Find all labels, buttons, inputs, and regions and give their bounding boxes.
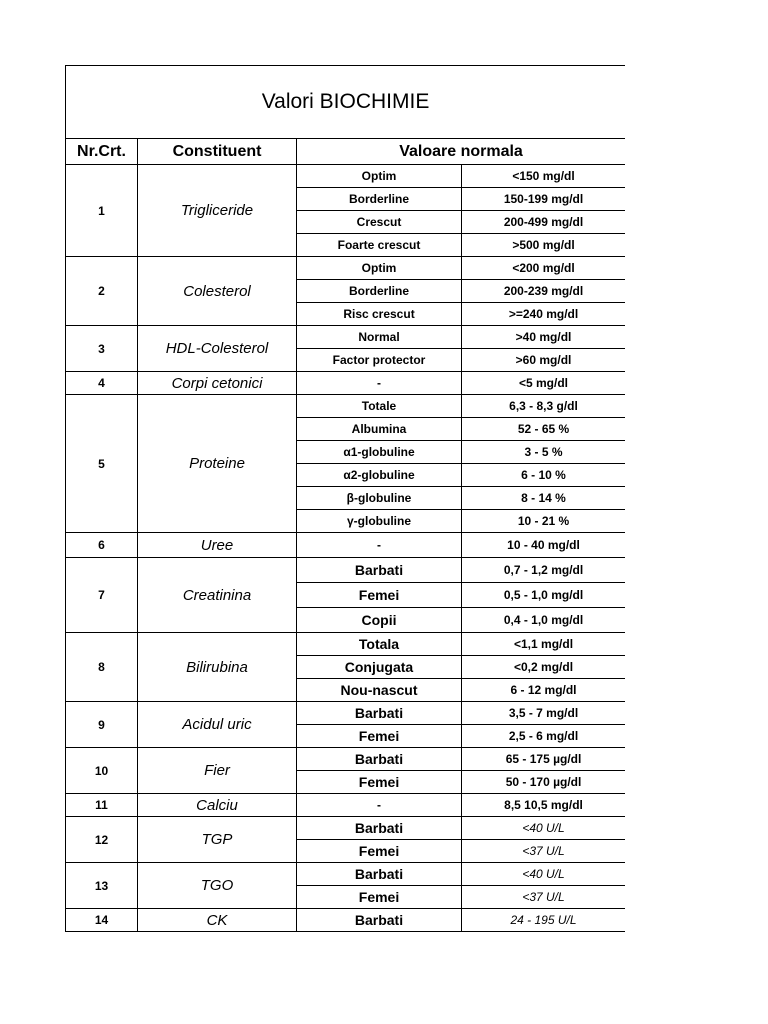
value-cell: <200 mg/dl — [462, 257, 626, 280]
value-cell: 3 - 5 % — [462, 441, 626, 464]
table-title: Valori BIOCHIMIE — [66, 66, 626, 139]
row-number: 12 — [66, 817, 138, 863]
constituent-name: Uree — [138, 533, 297, 558]
category-cell: Borderline — [297, 280, 462, 303]
category-cell: Optim — [297, 165, 462, 188]
table-row — [66, 395, 626, 418]
constituent-name: Corpi cetonici — [138, 372, 297, 395]
category-cell: - — [297, 794, 462, 817]
row-number: 7 — [66, 558, 138, 633]
value-cell: 10 - 21 % — [462, 510, 626, 533]
category-cell: Conjugata — [297, 656, 462, 679]
value-cell: 50 - 170 µg/dl — [462, 771, 626, 794]
value-cell: 2,5 - 6 mg/dl — [462, 725, 626, 748]
category-cell: β-globuline — [297, 487, 462, 510]
category-cell: Barbati — [297, 748, 462, 771]
table-row — [66, 165, 626, 188]
value-cell: <40 U/L — [462, 817, 626, 840]
category-cell: Totale — [297, 395, 462, 418]
row-number: 10 — [66, 748, 138, 794]
row-number: 3 — [66, 326, 138, 372]
table-row — [66, 372, 626, 395]
value-cell: >60 mg/dl — [462, 349, 626, 372]
table-row — [66, 863, 626, 886]
row-number: 13 — [66, 863, 138, 909]
value-cell: <37 U/L — [462, 840, 626, 863]
value-cell: 65 - 175 µg/dl — [462, 748, 626, 771]
constituent-name: Acidul uric — [138, 702, 297, 748]
constituent-name: Creatinina — [138, 558, 297, 633]
constituent-name: HDL-Colesterol — [138, 326, 297, 372]
value-cell: <1,1 mg/dl — [462, 633, 626, 656]
value-cell: 200-239 mg/dl — [462, 280, 626, 303]
table-row — [66, 326, 626, 349]
value-cell: 3,5 - 7 mg/dl — [462, 702, 626, 725]
value-cell: 0,4 - 1,0 mg/dl — [462, 608, 626, 633]
constituent-name: Bilirubina — [138, 633, 297, 702]
table-row — [66, 817, 626, 840]
category-cell: Borderline — [297, 188, 462, 211]
table-row — [66, 257, 626, 280]
category-cell: Factor protector — [297, 349, 462, 372]
table-row — [66, 702, 626, 725]
header-normal-value: Valoare normala — [297, 139, 626, 165]
value-cell: <37 U/L — [462, 886, 626, 909]
value-cell: 150-199 mg/dl — [462, 188, 626, 211]
table-row — [66, 533, 626, 558]
header-constituent: Constituent — [138, 139, 297, 165]
category-cell: Copii — [297, 608, 462, 633]
value-cell: 8 - 14 % — [462, 487, 626, 510]
constituent-name: Trigliceride — [138, 165, 297, 257]
row-number: 8 — [66, 633, 138, 702]
value-cell: 52 - 65 % — [462, 418, 626, 441]
category-cell: Foarte crescut — [297, 234, 462, 257]
table-row — [66, 748, 626, 771]
category-cell: Femei — [297, 886, 462, 909]
value-cell: 6,3 - 8,3 g/dl — [462, 395, 626, 418]
category-cell: - — [297, 533, 462, 558]
value-cell: 8,5 10,5 mg/dl — [462, 794, 626, 817]
category-cell: α1-globuline — [297, 441, 462, 464]
biochemistry-table — [65, 65, 625, 932]
value-cell: <5 mg/dl — [462, 372, 626, 395]
row-number: 6 — [66, 533, 138, 558]
constituent-name: Calciu — [138, 794, 297, 817]
category-cell: Femei — [297, 840, 462, 863]
row-number: 14 — [66, 909, 138, 932]
value-cell: <150 mg/dl — [462, 165, 626, 188]
value-cell: 0,5 - 1,0 mg/dl — [462, 583, 626, 608]
row-number: 2 — [66, 257, 138, 326]
table-body — [66, 165, 626, 932]
category-cell: Femei — [297, 725, 462, 748]
category-cell: Normal — [297, 326, 462, 349]
value-cell: 0,7 - 1,2 mg/dl — [462, 558, 626, 583]
category-cell: - — [297, 372, 462, 395]
category-cell: γ-globuline — [297, 510, 462, 533]
category-cell: Barbati — [297, 702, 462, 725]
constituent-name: Colesterol — [138, 257, 297, 326]
row-number: 11 — [66, 794, 138, 817]
constituent-name: CK — [138, 909, 297, 932]
value-cell: 24 - 195 U/L — [462, 909, 626, 932]
value-cell: >=240 mg/dl — [462, 303, 626, 326]
category-cell: Nou-nascut — [297, 679, 462, 702]
value-cell: 6 - 10 % — [462, 464, 626, 487]
value-cell: <0,2 mg/dl — [462, 656, 626, 679]
header-nr: Nr.Crt. — [66, 139, 138, 165]
value-cell: >40 mg/dl — [462, 326, 626, 349]
category-cell: Barbati — [297, 817, 462, 840]
constituent-name: TGP — [138, 817, 297, 863]
value-cell: 200-499 mg/dl — [462, 211, 626, 234]
category-cell: Femei — [297, 583, 462, 608]
spreadsheet-area — [65, 65, 625, 939]
constituent-name: Proteine — [138, 395, 297, 533]
row-number: 1 — [66, 165, 138, 257]
table-row — [66, 794, 626, 817]
category-cell: Barbati — [297, 863, 462, 886]
value-cell: <40 U/L — [462, 863, 626, 886]
table-row — [66, 633, 626, 656]
row-number: 4 — [66, 372, 138, 395]
value-cell: 10 - 40 mg/dl — [462, 533, 626, 558]
category-cell: Risc crescut — [297, 303, 462, 326]
value-cell: >500 mg/dl — [462, 234, 626, 257]
constituent-name: TGO — [138, 863, 297, 909]
table-row — [66, 909, 626, 932]
category-cell: Barbati — [297, 558, 462, 583]
category-cell: Femei — [297, 771, 462, 794]
category-cell: Albumina — [297, 418, 462, 441]
category-cell: α2-globuline — [297, 464, 462, 487]
category-cell: Crescut — [297, 211, 462, 234]
value-cell: 6 - 12 mg/dl — [462, 679, 626, 702]
row-number: 5 — [66, 395, 138, 533]
category-cell: Totala — [297, 633, 462, 656]
row-number: 9 — [66, 702, 138, 748]
category-cell: Barbati — [297, 909, 462, 932]
table-row — [66, 558, 626, 583]
category-cell: Optim — [297, 257, 462, 280]
constituent-name: Fier — [138, 748, 297, 794]
